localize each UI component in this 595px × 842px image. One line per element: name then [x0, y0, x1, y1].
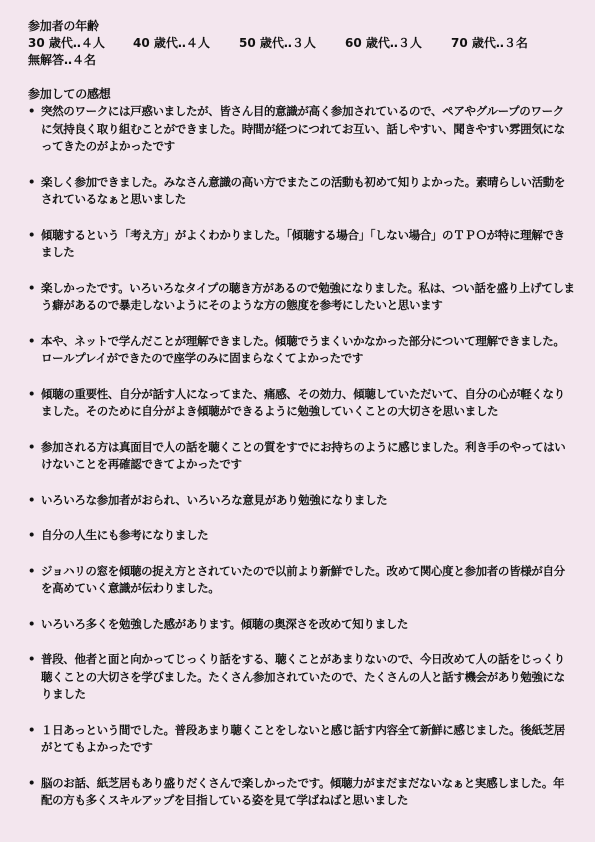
- no-answer-count: 無解答‥４名: [28, 53, 97, 67]
- comment-item: • 自分の人生にも参考になりました: [28, 527, 575, 545]
- age-group: 30 歳代‥４人: [28, 36, 105, 50]
- age-group: 70 歳代‥３名: [451, 36, 528, 50]
- comment-item: • ジョハリの窓を傾聴の捉え方とされていたので以前より新鮮でした。改めて関心度と参加者の皆様が自分を高めていく意識が伝わりました。: [28, 563, 575, 598]
- comment-item: • 傾聴するという「考え方」がよくわかりました。「傾聴する場合」「しない場合」のＴＰＯが特に理解できました: [28, 227, 575, 262]
- age-section-title: 参加者の年齢: [28, 19, 99, 33]
- comment-item: • 楽しく参加できました。みなさん意識の高い方でまたこの活動も初めて知りよかった。素晴らしい活動をされているなぁと思いました: [28, 174, 575, 209]
- comment-item: • いろいろな参加者がおられ、いろいろな意見があり勉強になりました: [28, 492, 575, 510]
- comment-list: [28, 103, 575, 810]
- comment-item: • いろいろ多くを勉強した感があります。傾聴の奥深さを改めて知りました: [28, 616, 575, 634]
- comment-item: • 傾聴の重要性、自分が話す人になってまた、痛感、その効力、傾聴していただいて、自分の心が軽くなりました。そのために自分がよき傾聴ができるように勉強していくことの大切さを思いました: [28, 386, 575, 421]
- comment-item: • 脳のお話、紙芝居もあり盛りだくさんで楽しかったです。傾聴力がまだまだないなぁと実感しました。年配の方も多くスキルアップを目指している姿を見て学ばねばと思いました: [28, 775, 575, 810]
- age-groups: [28, 35, 575, 52]
- impressions-section-title: 参加しての感想: [28, 87, 111, 101]
- age-group: 40 歳代‥４人: [133, 36, 210, 50]
- comment-item: • 突然のワークには戸惑いましたが、皆さん目的意識が高く参加されているので、ペアやグループのワークに気持良く取り組むことができました。時間が経つにつれてお互い、話しやすい、聞きやすい雰囲気になってきたのがよかったです: [28, 103, 575, 156]
- comment-item: • 普段、他者と面と向かってじっくり話をする、聴くことがあまりないので、今日改めて人の話をじっくり聴くことの大切さを学びました。たくさん参加されていたので、たくさんの人と話す機会があり勉強になりました: [28, 651, 575, 704]
- comment-item: • １日あっという間でした。普段あまり聴くことをしないと感じ話す内容全て新鮮に感じました。後紙芝居がとてもよかったです: [28, 722, 575, 757]
- age-group: 60 歳代‥３人: [345, 36, 422, 50]
- comment-item: • 楽しかったです。いろいろなタイプの聴き方があるので勉強になりました。私は、つい話を盛り上げてしまう癖があるので暴走しないようにそのような方の態度を参考にしたいと思います: [28, 280, 575, 315]
- age-group: 50 歳代‥３人: [239, 36, 316, 50]
- comment-item: • 本や、ネットで学んだことが理解できました。傾聴でうまくいかなかった部分について理解できました。ロールプレイができたので座学のみに固まらなくてよかったです: [28, 333, 575, 368]
- comment-item: • 参加される方は真面目で人の話を聴くことの質をすでにお持ちのように感じました。利き手のやってはいけないことを再確認できてよかったです: [28, 439, 575, 474]
